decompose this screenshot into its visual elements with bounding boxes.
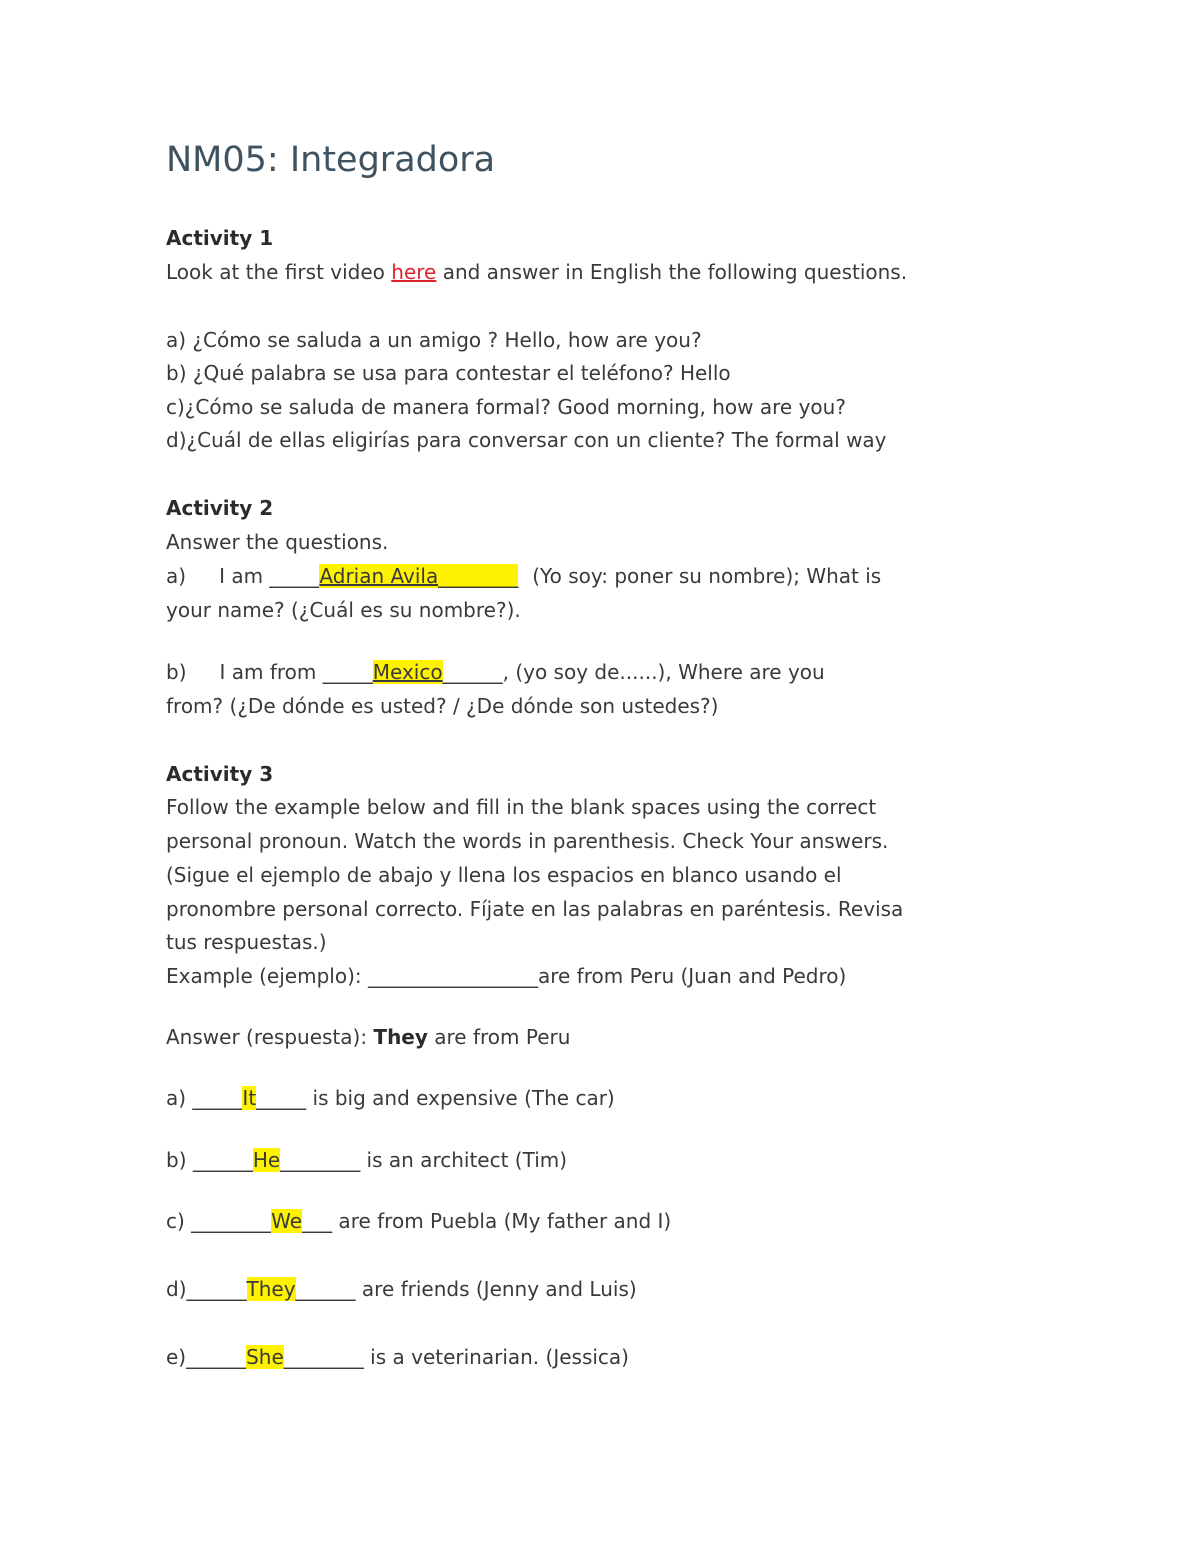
activity-2-heading: Activity 2 bbox=[166, 496, 274, 520]
item-label: a) bbox=[166, 564, 187, 588]
item-post: ________ is a veterinarian. (Jessica) bbox=[283, 1345, 629, 1369]
item-suffix: ________ bbox=[438, 564, 519, 588]
activity-3-instruction: tus respuestas.) bbox=[166, 930, 327, 954]
activity-3-item bbox=[166, 1340, 629, 1374]
activity-3-item bbox=[166, 1081, 615, 1115]
activity-1-question: d)¿Cuál de ellas eligirías para conversar con un cliente? The formal way bbox=[166, 428, 887, 452]
item-pre: b) ______ bbox=[166, 1148, 253, 1172]
item-prefix: I am from _____ bbox=[219, 660, 373, 684]
activity-3-example: Example (ejemplo): _________________are from Peru (Juan and Pedro) bbox=[166, 964, 847, 988]
activity-1-intro bbox=[166, 255, 907, 289]
activity-3-answer-example bbox=[166, 1020, 570, 1054]
item-post: _____ is big and expensive (The car) bbox=[256, 1086, 615, 1110]
country-answer: Mexico bbox=[372, 660, 443, 684]
item-pre: a) _____ bbox=[166, 1086, 243, 1110]
activity-1-question: a) ¿Cómo se saluda a un amigo ? Hello, how are you? bbox=[166, 328, 702, 352]
activity-3-item bbox=[166, 1204, 671, 1238]
activity-3-instruction: pronombre personal correcto. Fíjate en las palabras en paréntesis. Revisa bbox=[166, 897, 904, 921]
activity-3-instruction: Follow the example below and fill in the blank spaces using the correct bbox=[166, 795, 877, 819]
activity-1-question: b) ¿Qué palabra se usa para contestar el teléfono? Hello bbox=[166, 361, 731, 385]
activity-3-heading: Activity 3 bbox=[166, 762, 274, 786]
item-label: b) bbox=[166, 660, 187, 684]
activity-1-heading: Activity 1 bbox=[166, 226, 274, 250]
answer-prefix: Answer (respuesta): bbox=[166, 1025, 374, 1049]
item-post: ______ are friends (Jenny and Luis) bbox=[295, 1277, 637, 1301]
activity-1-intro-before: Look at the first video bbox=[166, 260, 392, 284]
item-pre: c) ________ bbox=[166, 1209, 272, 1233]
pronoun-answer: He bbox=[252, 1148, 281, 1172]
answer-bold: They bbox=[373, 1025, 428, 1049]
activity-2-intro: Answer the questions. bbox=[166, 530, 389, 554]
item-pre: d)______ bbox=[166, 1277, 247, 1301]
activity-1-question: c)¿Cómo se saluda de manera formal? Good morning, how are you? bbox=[166, 395, 846, 419]
activity-2-item-b bbox=[166, 655, 825, 689]
activity-1-intro-after: and answer in English the following questions. bbox=[436, 260, 908, 284]
pronoun-answer: We bbox=[271, 1209, 303, 1233]
page-title: NM05: Integradora bbox=[166, 140, 496, 180]
item-post: ________ is an architect (Tim) bbox=[280, 1148, 568, 1172]
activity-3-item bbox=[166, 1272, 637, 1306]
answer-rest: are from Peru bbox=[427, 1025, 571, 1049]
pronoun-answer: They bbox=[246, 1277, 296, 1301]
video-link[interactable]: here bbox=[391, 260, 437, 284]
pronoun-answer: It bbox=[242, 1086, 257, 1110]
item-pre: e)______ bbox=[166, 1345, 247, 1369]
activity-3-item bbox=[166, 1143, 567, 1177]
activity-2-item-b-line2: from? (¿De dónde es usted? / ¿De dónde son ustedes?) bbox=[166, 694, 719, 718]
activity-3-instruction: personal pronoun. Watch the words in parenthesis. Check Your answers. bbox=[166, 829, 889, 853]
activity-2-item-a-line2: your name? (¿Cuál es su nombre?). bbox=[166, 598, 521, 622]
item-suffix: ______, (yo soy de......), Where are you bbox=[442, 660, 825, 684]
item-prefix: I am _____ bbox=[219, 564, 320, 588]
name-answer: Adrian Avila bbox=[319, 564, 439, 588]
pronoun-answer: She bbox=[246, 1345, 284, 1369]
item-post: ___ are from Puebla (My father and I) bbox=[302, 1209, 672, 1233]
activity-2-item-a bbox=[166, 559, 881, 593]
activity-3-instruction: (Sigue el ejemplo de abajo y llena los espacios en blanco usando el bbox=[166, 863, 842, 887]
item-rest: (Yo soy: poner su nombre); What is bbox=[532, 564, 882, 588]
